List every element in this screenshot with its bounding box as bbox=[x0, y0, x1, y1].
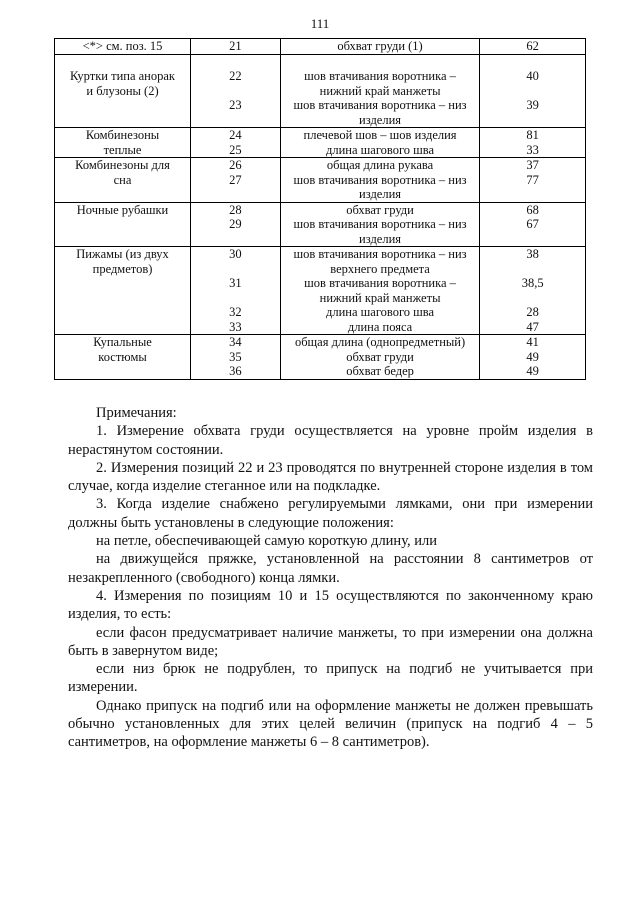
description-cell-line: шов втачивания воротника – низ bbox=[293, 172, 467, 187]
table-row bbox=[55, 54, 586, 128]
value-cell bbox=[480, 128, 586, 158]
position-cell-line: 33 bbox=[229, 319, 242, 334]
category-cell-line: Пижамы (из двух bbox=[76, 247, 169, 261]
value-cell-line bbox=[480, 262, 585, 277]
notes-heading: Примечания: bbox=[96, 405, 177, 421]
description-cell-line: нижний край манжеты bbox=[319, 290, 441, 305]
position-cell-line: 34 bbox=[229, 335, 242, 349]
note-paragraph: если низ брюк не подрублен, то припуск на подгиб не учитывается при измерении. bbox=[68, 661, 593, 696]
position-cell-line: 22 bbox=[229, 69, 242, 83]
position-cell-line bbox=[191, 55, 280, 70]
category-cell bbox=[55, 128, 191, 158]
value-cell bbox=[480, 335, 586, 380]
position-cell-line: 23 bbox=[229, 98, 242, 112]
category-cell bbox=[55, 202, 191, 247]
description-cell-line: длина шагового шва bbox=[326, 305, 435, 319]
description-cell-line: длина пояса bbox=[347, 319, 413, 334]
value-cell-line: 77 bbox=[526, 172, 539, 187]
position-cell-line: 35 bbox=[229, 349, 242, 364]
value-cell-line: 38,5 bbox=[521, 276, 544, 290]
value-cell-line: 41 bbox=[526, 335, 539, 349]
table-row bbox=[55, 158, 586, 203]
position-cell bbox=[191, 54, 281, 128]
position-cell bbox=[191, 158, 281, 203]
category-cell-line bbox=[55, 55, 190, 70]
description-cell bbox=[280, 128, 479, 158]
value-cell-line: 49 bbox=[526, 349, 539, 364]
value-cell-line: 40 bbox=[526, 69, 539, 83]
value-cell-line: 39 bbox=[526, 98, 539, 112]
category-cell bbox=[55, 158, 191, 203]
page-number: 111 bbox=[310, 16, 330, 31]
position-cell bbox=[191, 128, 281, 158]
value-cell-line: 81 bbox=[526, 128, 539, 142]
description-cell-line bbox=[281, 55, 479, 70]
position-cell-line: 31 bbox=[229, 276, 242, 290]
table-body bbox=[55, 39, 586, 380]
description-cell-line: шов втачивания воротника – низ bbox=[293, 217, 467, 231]
description-cell-line: нижний край манжеты bbox=[319, 83, 441, 98]
value-cell-line: 68 bbox=[526, 202, 539, 217]
note-paragraph: на движущейся пряжке, установленной на расстоянии 8 сантиметров от незакрепленного (свободного) конца лямки. bbox=[68, 551, 593, 586]
description-cell-line: общая длина (однопредметный) bbox=[294, 335, 466, 349]
description-cell-line: обхват груди bbox=[346, 349, 414, 364]
position-cell bbox=[191, 335, 281, 380]
note-paragraph: на петле, обеспечивающей самую короткую длину, или bbox=[96, 533, 437, 550]
notes-section bbox=[68, 404, 593, 752]
position-cell-line: 21 bbox=[229, 39, 242, 53]
description-cell bbox=[280, 202, 479, 247]
table-row bbox=[55, 202, 586, 247]
value-cell-line: 62 bbox=[526, 39, 539, 53]
note-paragraph: 2. Измерения позиций 22 и 23 проводятся по внутренней стороне изделия в том случае, когда изделие стеганное или на подкладке. bbox=[68, 459, 593, 495]
category-cell bbox=[55, 54, 191, 128]
value-cell-line bbox=[480, 291, 585, 306]
description-cell-line: общая длина рукава bbox=[326, 158, 434, 172]
position-cell-line bbox=[191, 291, 280, 306]
category-cell bbox=[55, 335, 191, 380]
table-row bbox=[55, 39, 586, 55]
description-cell-line: плечевой шов – шов изделия bbox=[303, 128, 457, 142]
table-row bbox=[55, 128, 586, 158]
description-cell-line: обхват бедер bbox=[346, 364, 414, 378]
value-cell-line: 28 bbox=[526, 305, 539, 319]
description-cell-line: изделия bbox=[359, 112, 402, 127]
category-cell-line: сна bbox=[113, 172, 132, 187]
description-cell bbox=[280, 54, 479, 128]
value-cell-line: 67 bbox=[526, 217, 539, 231]
description-cell bbox=[280, 335, 479, 380]
description-cell bbox=[280, 247, 479, 335]
position-cell-line: 30 bbox=[229, 247, 242, 261]
category-cell-line: Куртки типа анорак bbox=[70, 69, 175, 83]
position-cell bbox=[191, 202, 281, 247]
value-cell-line: 47 bbox=[526, 319, 539, 334]
position-cell bbox=[191, 247, 281, 335]
description-cell-line: обхват груди (1) bbox=[337, 39, 423, 53]
position-cell-line: 27 bbox=[229, 172, 242, 187]
category-cell-line: предметов) bbox=[92, 261, 153, 276]
note-paragraph: 4. Измерения по позициям 10 и 15 осуществляются по законченному краю изделия, то есть: bbox=[68, 587, 593, 623]
table-row bbox=[55, 335, 586, 380]
position-cell-line bbox=[191, 84, 280, 99]
value-cell-line: 33 bbox=[526, 142, 539, 157]
position-cell-line: 36 bbox=[229, 364, 242, 378]
category-cell bbox=[55, 39, 191, 55]
value-cell bbox=[480, 39, 586, 55]
category-cell-line: Купальные bbox=[93, 335, 152, 349]
category-cell-line: Комбинезоны bbox=[85, 128, 160, 142]
description-cell-line: шов втачивания воротника – bbox=[304, 69, 456, 83]
note-paragraph: 3. Когда изделие снабжено регулируемыми лямками, они при измерении должны быть установлены в следующие положения: bbox=[68, 496, 593, 531]
description-cell-line: верхнего предмета bbox=[330, 261, 430, 276]
description-cell-line: изделия bbox=[359, 187, 402, 201]
description-cell-line: шов втачивания воротника – bbox=[304, 276, 456, 290]
value-cell-line: 37 bbox=[526, 158, 539, 172]
description-cell-line: шов втачивания воротника – низ bbox=[293, 247, 467, 261]
category-cell-line: костюмы bbox=[98, 349, 147, 364]
description-cell-line: длина шагового шва bbox=[326, 142, 435, 157]
category-cell-line: теплые bbox=[103, 142, 142, 157]
value-cell-line bbox=[480, 84, 585, 99]
description-cell bbox=[280, 39, 479, 55]
position-cell-line: 32 bbox=[229, 305, 242, 319]
position-cell-line: 28 bbox=[229, 202, 242, 217]
description-cell-line: шов втачивания воротника – низ bbox=[293, 98, 467, 112]
position-cell-line: 25 bbox=[229, 142, 242, 157]
value-cell-line: 38 bbox=[526, 247, 539, 261]
position-cell-line: 26 bbox=[229, 158, 242, 172]
value-cell-line bbox=[480, 55, 585, 70]
category-cell bbox=[55, 247, 191, 335]
value-cell bbox=[480, 202, 586, 247]
value-cell bbox=[480, 158, 586, 203]
note-paragraph: если фасон предусматривает наличие манжеты, то при измерении она должна быть в завернутом виде; bbox=[68, 624, 593, 659]
category-cell-line: Комбинезоны для bbox=[75, 158, 170, 172]
table-row bbox=[55, 247, 586, 335]
description-cell bbox=[280, 158, 479, 203]
position-cell-line: 24 bbox=[229, 128, 242, 142]
category-cell-line: и блузоны (2) bbox=[86, 83, 159, 98]
category-cell-line: <*> см. поз. 15 bbox=[82, 39, 163, 53]
description-cell-line: обхват груди bbox=[346, 202, 414, 217]
position-cell-line: 29 bbox=[229, 217, 242, 231]
note-paragraph: Однако припуск на подгиб или на оформление манжеты не должен превышать обычно установленных для этих целей величин (припуск на подгиб 4 – 5 сантиметров, на оформление манжеты 6 – 8 сантиметров). bbox=[68, 697, 593, 751]
description-cell-line: изделия bbox=[359, 231, 402, 246]
value-cell bbox=[480, 54, 586, 128]
note-paragraph: 1. Измерение обхвата груди осуществляется на уровне пройм изделия в нерастянутом состоянии. bbox=[68, 423, 593, 458]
measurements-table bbox=[54, 38, 586, 380]
position-cell-line bbox=[191, 262, 280, 277]
category-cell-line: Ночные рубашки bbox=[76, 202, 169, 217]
position-cell bbox=[191, 39, 281, 55]
value-cell-line: 49 bbox=[526, 364, 539, 378]
value-cell bbox=[480, 247, 586, 335]
